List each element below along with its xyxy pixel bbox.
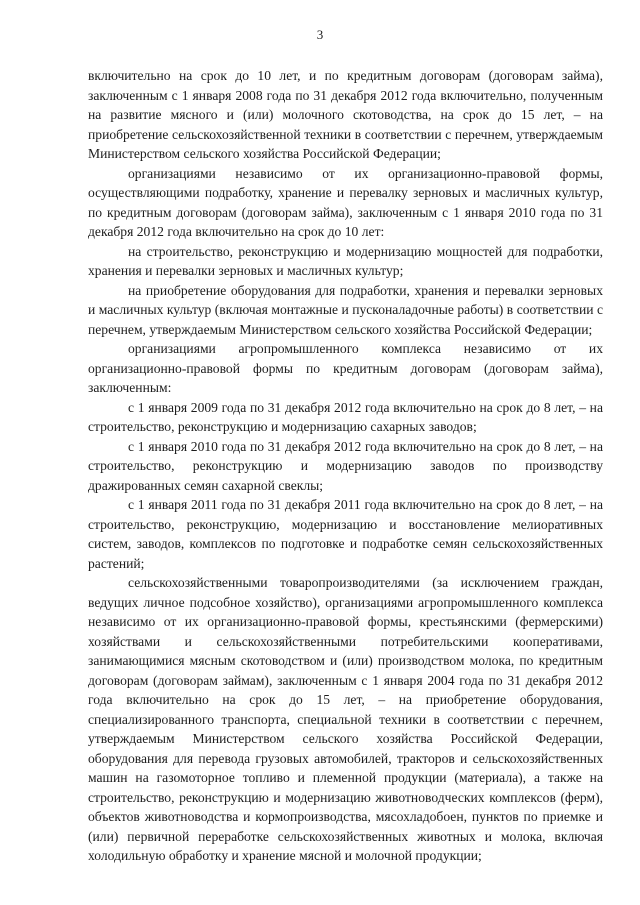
paragraph: на приобретение оборудования для подработки, хранения и перевалки зерновых и масличных культур (включая монтажные и пусконаладочные работы) в соответствии с перечнем, утверждаемым Министерством сельского хозяйства Российской Федерации;	[88, 282, 603, 337]
paragraph: организациями агропромышленного комплекса независимо от их организационно-правовой формы по кредитным договорам (договорам займа), заключенным:	[88, 341, 603, 395]
paragraph: с 1 января 2009 года по 31 декабря 2012 года включительно на срок до 8 лет, – на строительство, реконструкцию и модернизацию сахарных заводов;	[88, 399, 603, 434]
paragraph: сельскохозяйственными товаропроизводителями (за исключением граждан, ведущих личное подсобное хозяйство), организациями агропромышленного комплекса независимо от их организационно-правовой формы, крестьянскими (фермерскими) хозяйствами и сельскохозяйственными потребительскими кооперативами, занимающимися мясным скотоводством и (или) производством молока, по кредитным договорам (договорам займам), заключенным с 1 января 2004 года по 31 декабря 2012 года включительно на срок до 15 лет, – на приобретение оборудования, специализированного транспорта, специальной техники в соответствии с перечнем, утверждаемым Министерством сельского хозяйства Российской Федерации, оборудования для перевода грузовых автомобилей, тракторов и сельскохозяйственных машин на газомоторное топливо и племенной продукции (материала), а также на строительство, реконструкцию и модернизацию животноводческих комплексов (ферм), объектов животноводства и кормопроизводства, мясохладобоен, пунктов по приемке и (или) первичной переработке сельскохозяйственных животных и молока, включая холодильную обработку и хранение мясной и молочной продукции;	[88, 575, 603, 863]
document-body	[88, 66, 603, 866]
paragraph: с 1 января 2011 года по 31 декабря 2011 года включительно на срок до 8 лет, – на строительство, реконструкцию, модернизацию и восстановление мелиоративных систем, заводов, комплексов по подготовке и подработке семян сельскохозяйственных растений;	[88, 497, 603, 571]
paragraph: с 1 января 2010 года по 31 декабря 2012 года включительно на срок до 8 лет, – на строительство, реконструкцию и модернизацию заводов по производству дражированных семян сахарной свеклы;	[88, 438, 603, 493]
page-number: 3	[316, 27, 324, 42]
paragraph: на строительство, реконструкцию и модернизацию мощностей для подработки, хранения и перевалки зерновых и масличных культур;	[88, 243, 603, 278]
paragraph: организациями независимо от их организационно-правовой формы, осуществляющими подработку, хранение и перевалку зерновых и масличных культур, по кредитным договорам (договорам займа), заключенным с 1 января 2010 года по 31 декабря 2012 года включительно на срок до 10 лет:	[88, 165, 603, 239]
paragraph: включительно на срок до 10 лет, и по кредитным договорам (договорам займа), заключенным с 1 января 2008 года по 31 декабря 2012 года включительно, полученным на развитие мясного и (или) молочного скотоводства, на срок до 15 лет, – на приобретение сельскохозяйственной техники в соответствии с перечнем, утверждаемым Министерством сельского хозяйства Российской Федерации;	[88, 68, 603, 161]
